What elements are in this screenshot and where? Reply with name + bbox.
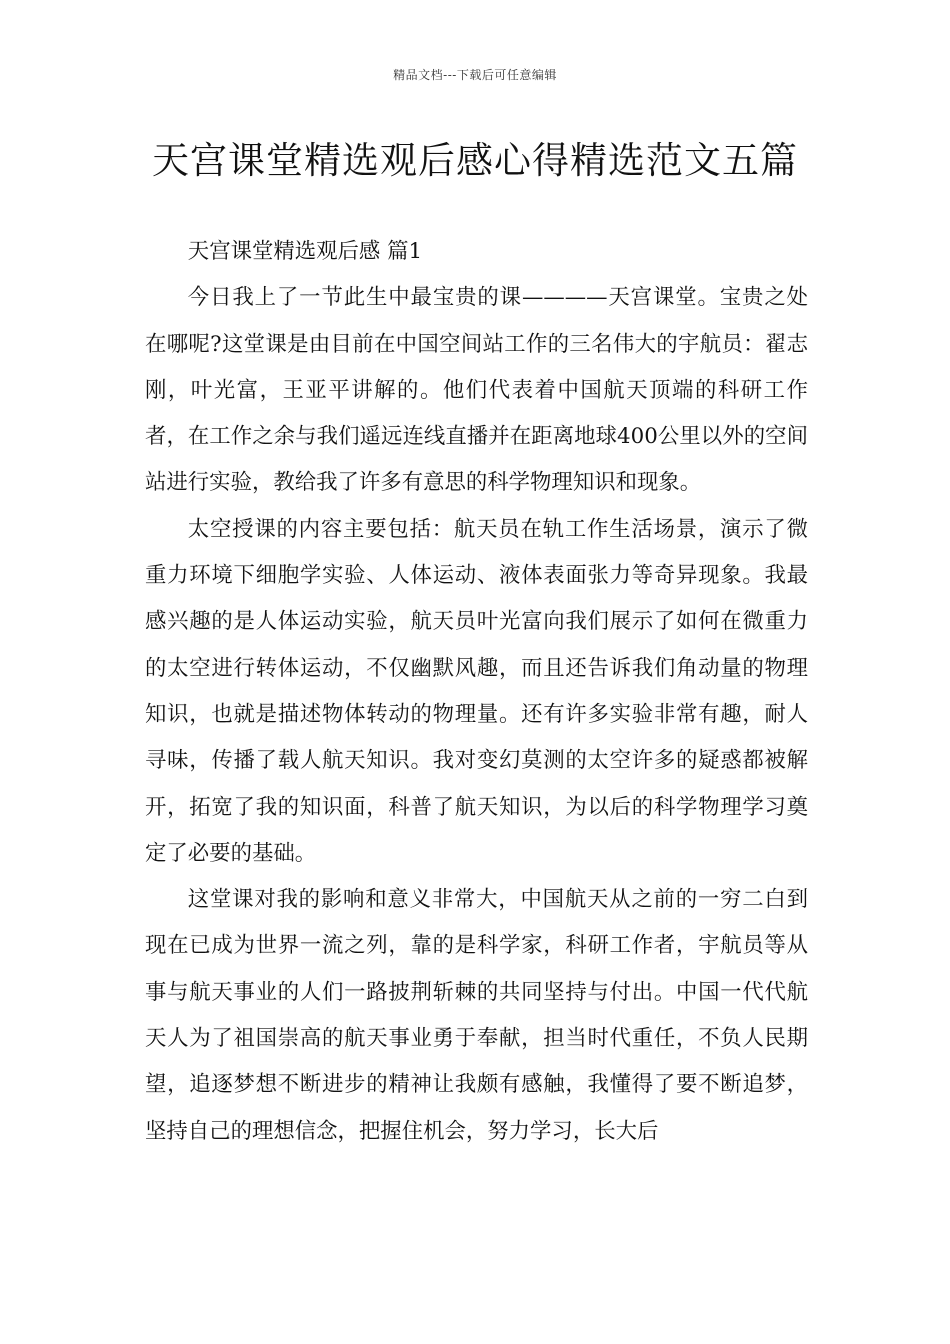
header-note: 精品文档---下载后可任意编辑 — [393, 68, 557, 82]
document-body — [145, 229, 808, 1155]
section-heading: 天宫课堂精选观后感 篇1 — [187, 239, 423, 264]
paragraph-3: 这堂课对我的影响和意义非常大，中国航天从之前的一穷二白到现在已成为世界一流之列，靠的是科学家，科研工作者，宇航员等从事与航天事业的人们一路披荆斩棘的共同坚持与付出。中国一代代航天人为了祖国崇高的航天事业勇于奉献，担当时代重任，不负人民期望，追逐梦想不断进步的精神让我颇有感触，我懂得了要不断追梦，坚持自己的理想信念，把握住机会，努力学习，长大后 — [145, 887, 808, 1144]
paragraph-2: 太空授课的内容主要包括：航天员在轨工作生活场景，演示了微重力环境下细胞学实验、人体运动、液体表面张力等奇异现象。我最感兴趣的是人体运动实验，航天员叶光富向我们展示了如何在微重力的太空进行转体运动，不仅幽默风趣，而且还告诉我们角动量的物理知识，也就是描述物体转动的物理量。还有许多实验非常有趣，耐人寻味，传播了载人航天知识。我对变幻莫测的太空许多的疑惑都被解开，拓宽了我的知识面，科普了航天知识，为以后的科学物理学习奠定了必要的基础。 — [145, 516, 808, 866]
paragraph-1: 今日我上了一节此生中最宝贵的课————天宫课堂。宝贵之处在哪呢?这堂课是由目前在中国空间站工作的三名伟大的宇航员：翟志刚，叶光富，王亚平讲解的。他们代表着中国航天顶端的科研工作者，在工作之余与我们遥远连线直播并在距离地球400公里以外的空间站进行实验，教给我了许多有意思的科学物理知识和现象。 — [145, 285, 808, 496]
document-title: 天宫课堂精选观后感心得精选范文五篇 — [152, 139, 798, 182]
